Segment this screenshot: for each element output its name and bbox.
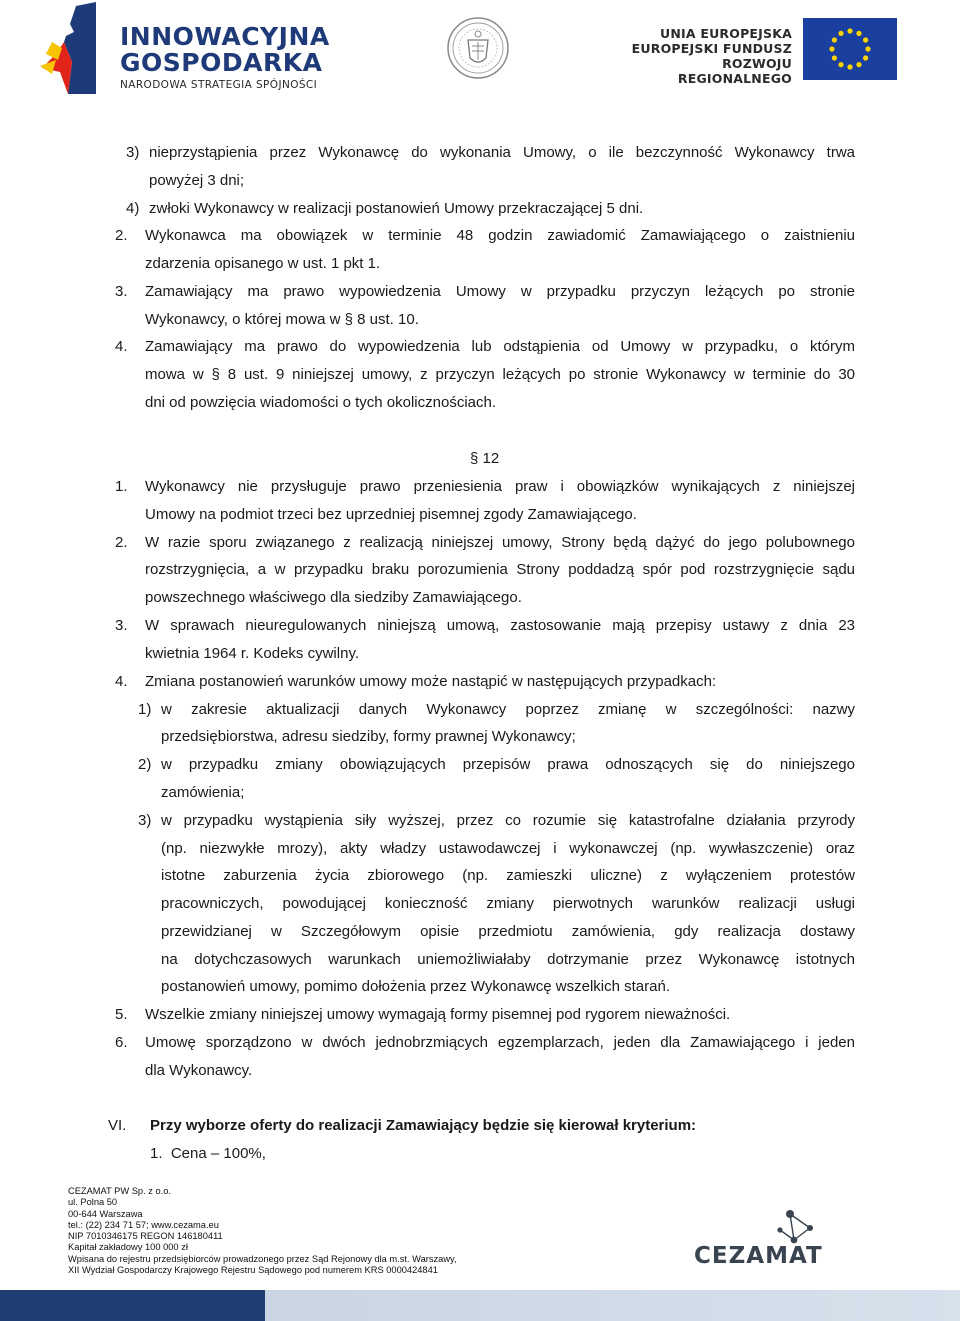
- subitem2-line1: w przypadku zmiany obowiązujących przepisów prawa odnoszących się do niniejszego: [161, 756, 855, 773]
- s12-paragraph1-number: 1.: [115, 478, 128, 495]
- subitem3-line1: w przypadku wystąpienia siły wyższej, przez co rozumie się katastrofalne działania przyrody: [161, 812, 855, 829]
- section-vi-heading: Przy wyborze oferty do realizacji Zamawiający będzie się kierował kryterium:: [150, 1117, 697, 1134]
- s12-paragraph2-line2: rozstrzygnięcia, a w przypadku braku porozumienia Strony poddadzą spór pod rozstrzygnięcie sądu: [145, 561, 855, 578]
- company-footer: [68, 1186, 457, 1276]
- s12-paragraph1-line2: Umowy na podmiot trzeci bez uprzedniej pisemnej zgody Zamawiającego.: [145, 506, 637, 523]
- paragraph3-line2: Wykonawcy, o której mowa w § 8 ust. 10.: [145, 311, 419, 328]
- item3-text-line2: powyżej 3 dni;: [149, 172, 245, 189]
- university-seal-icon: [446, 16, 510, 80]
- s12-paragraph4-number: 4.: [115, 673, 128, 690]
- footer-nip-regon: NIP 7010346175 REGON 146180411: [68, 1231, 223, 1242]
- innowacyjna-gospodarka-logo-icon: [38, 2, 98, 94]
- ig-logo-line3: NARODOWA STRATEGIA SPÓJNOŚCI: [120, 79, 318, 91]
- eu-fund-text: [620, 26, 792, 86]
- item3-text-line1: nieprzystąpienia przez Wykonawcę do wykonania Umowy, o ile bezczynność Wykonawcy trwa: [149, 144, 855, 161]
- eu-line3: ROZWOJU REGIONALNEGO: [677, 56, 792, 86]
- s12-paragraph6-line1: Umowę sporządzono w dwóch jednobrzmiących egzemplarzach, jeden dla Zamawiającego i jeden: [145, 1034, 855, 1051]
- s12-paragraph6-line2: dla Wykonawcy.: [145, 1062, 253, 1079]
- paragraph2-line1: Wykonawca ma obowiązek w terminie 48 godzin zawiadomić Zamawiającego o zaistnieniu: [145, 227, 855, 244]
- subitem3-number: 3): [138, 812, 152, 829]
- subitem2-line2: zamówienia;: [161, 784, 245, 801]
- section-vi-item1: 1. Cena – 100%,: [150, 1145, 266, 1162]
- cezamat-wordmark: CEZAMAT: [694, 1243, 823, 1269]
- page-header: [0, 0, 960, 100]
- section12-heading: § 12: [470, 450, 500, 467]
- paragraph4-line1: Zamawiający ma prawo do wypowiedzenia lub odstąpienia od Umowy w przypadku, o którym: [145, 338, 855, 355]
- s12-paragraph1-line1: Wykonawcy nie przysługuje prawo przeniesienia praw i obowiązków wynikających z niniejszej: [145, 478, 855, 495]
- item4-number: 4): [126, 200, 140, 217]
- eu-line1: UNIA EUROPEJSKA: [660, 26, 792, 41]
- eu-flag-icon: [803, 18, 897, 80]
- subitem3-line6: na dotychczasowych warunkach uniemożliwiałaby dotrzymanie przez Wykonawcę istotnych: [161, 951, 855, 968]
- subitem3-line5: przewidzianej w Szczegółowym opisie przedmiotu zamówienia, gdy realizacja dostawy: [161, 923, 855, 940]
- s12-paragraph3-number: 3.: [115, 617, 128, 634]
- subitem1-line2: przedsiębiorstwa, adresu siedziby, formy prawnej Wykonawcy;: [161, 728, 576, 745]
- ig-logo-line1: INNOWACYJNA: [120, 22, 330, 51]
- innowacyjna-gospodarka-wordmark: [120, 24, 330, 91]
- subitem3-line7: postanowień umowy, pomimo dołożenia przez Wykonawcę wszelkich starań.: [161, 978, 670, 995]
- subitem1-line1: w zakresie aktualizacji danych Wykonawcy poprzez zmianę w szczególności: nazwy: [161, 701, 855, 718]
- s12-paragraph4-line1: Zmiana postanowień warunków umowy może nastąpić w następujących przypadkach:: [145, 673, 717, 690]
- s12-paragraph2-number: 2.: [115, 534, 128, 551]
- paragraph4-line3: dni od powzięcia wiadomości o tych okolicznościach.: [145, 394, 497, 411]
- footer-city: 00-644 Warszawa: [68, 1208, 143, 1219]
- footer-capital: Kapitał zakładowy 100 000 zł: [68, 1242, 188, 1253]
- paragraph2-number: 2.: [115, 227, 128, 244]
- footer-contact: tel.: (22) 234 71 57; www.cezama.eu: [68, 1219, 219, 1230]
- section-vi-number: VI.: [108, 1117, 127, 1134]
- paragraph2-line2: zdarzenia opisanego w ust. 1 pkt 1.: [145, 255, 381, 272]
- subitem2-number: 2): [138, 756, 152, 773]
- footer-color-bar: [0, 1290, 960, 1321]
- s12-paragraph2-line1: W razie sporu związanego z realizacją niniejszej umowy, Strony będą dążyć do jego polubownego: [145, 534, 855, 551]
- s12-paragraph6-number: 6.: [115, 1034, 128, 1051]
- subitem3-line4: pracowniczych, powodującej konieczność zmiany pierwotnych warunków realizacji usługi: [161, 895, 855, 912]
- footer-company-name: CEZAMAT PW Sp. z o.o.: [68, 1186, 171, 1196]
- s12-paragraph3-line2: kwietnia 1964 r. Kodeks cywilny.: [145, 645, 359, 662]
- paragraph3-number: 3.: [115, 283, 128, 300]
- s12-paragraph5-number: 5.: [115, 1006, 128, 1023]
- paragraph3-line1: Zamawiający ma prawo wypowiedzenia Umowy w przypadku przyczyn leżących po stronie: [145, 283, 855, 300]
- item3-number: 3): [126, 144, 140, 161]
- footer-street: ul. Polna 50: [68, 1197, 118, 1208]
- paragraph4-number: 4.: [115, 338, 128, 355]
- eu-line2: EUROPEJSKI FUNDUSZ: [631, 41, 792, 56]
- subitem1-number: 1): [138, 701, 152, 718]
- s12-paragraph3-line1: W sprawach nieuregulowanych niniejszą umową, zastosowanie mają przepisy ustawy z dnia 23: [145, 617, 855, 634]
- subitem3-line3: istotne zaburzenia życia zbiorowego (np. zamieszki uliczne) z wyłączeniem protestów: [161, 867, 855, 884]
- footer-registry-line1: Wpisana do rejestru przedsiębiorców prowadzonego przez Sąd Rejonowy dla m.st. Warszawy,: [68, 1253, 457, 1264]
- footer-registry-line2: XII Wydział Gospodarczy Krajowego Rejestru Sądowego pod numerem KRS 0000424841: [68, 1265, 438, 1276]
- subitem3-line2: (np. niezwykłe mrozy), akty władzy ustawodawczej i wykonawczej (np. wywłaszczenie) oraz: [161, 840, 855, 857]
- paragraph4-line2: mowa w § 8 ust. 9 niniejszej umowy, z przyczyn leżących po stronie Wykonawcy w terminie do 30: [145, 366, 855, 383]
- s12-paragraph2-line3: powszechnego właściwego dla siedziby Zamawiającego.: [145, 589, 522, 606]
- s12-paragraph5-line1: Wszelkie zmiany niniejszej umowy wymagają formy pisemnej pod rygorem nieważności.: [145, 1006, 731, 1023]
- ig-logo-line2: GOSPODARKA: [120, 48, 323, 77]
- item4-text-line1: zwłoki Wykonawcy w realizacji postanowień Umowy przekraczającej 5 dni.: [149, 200, 644, 217]
